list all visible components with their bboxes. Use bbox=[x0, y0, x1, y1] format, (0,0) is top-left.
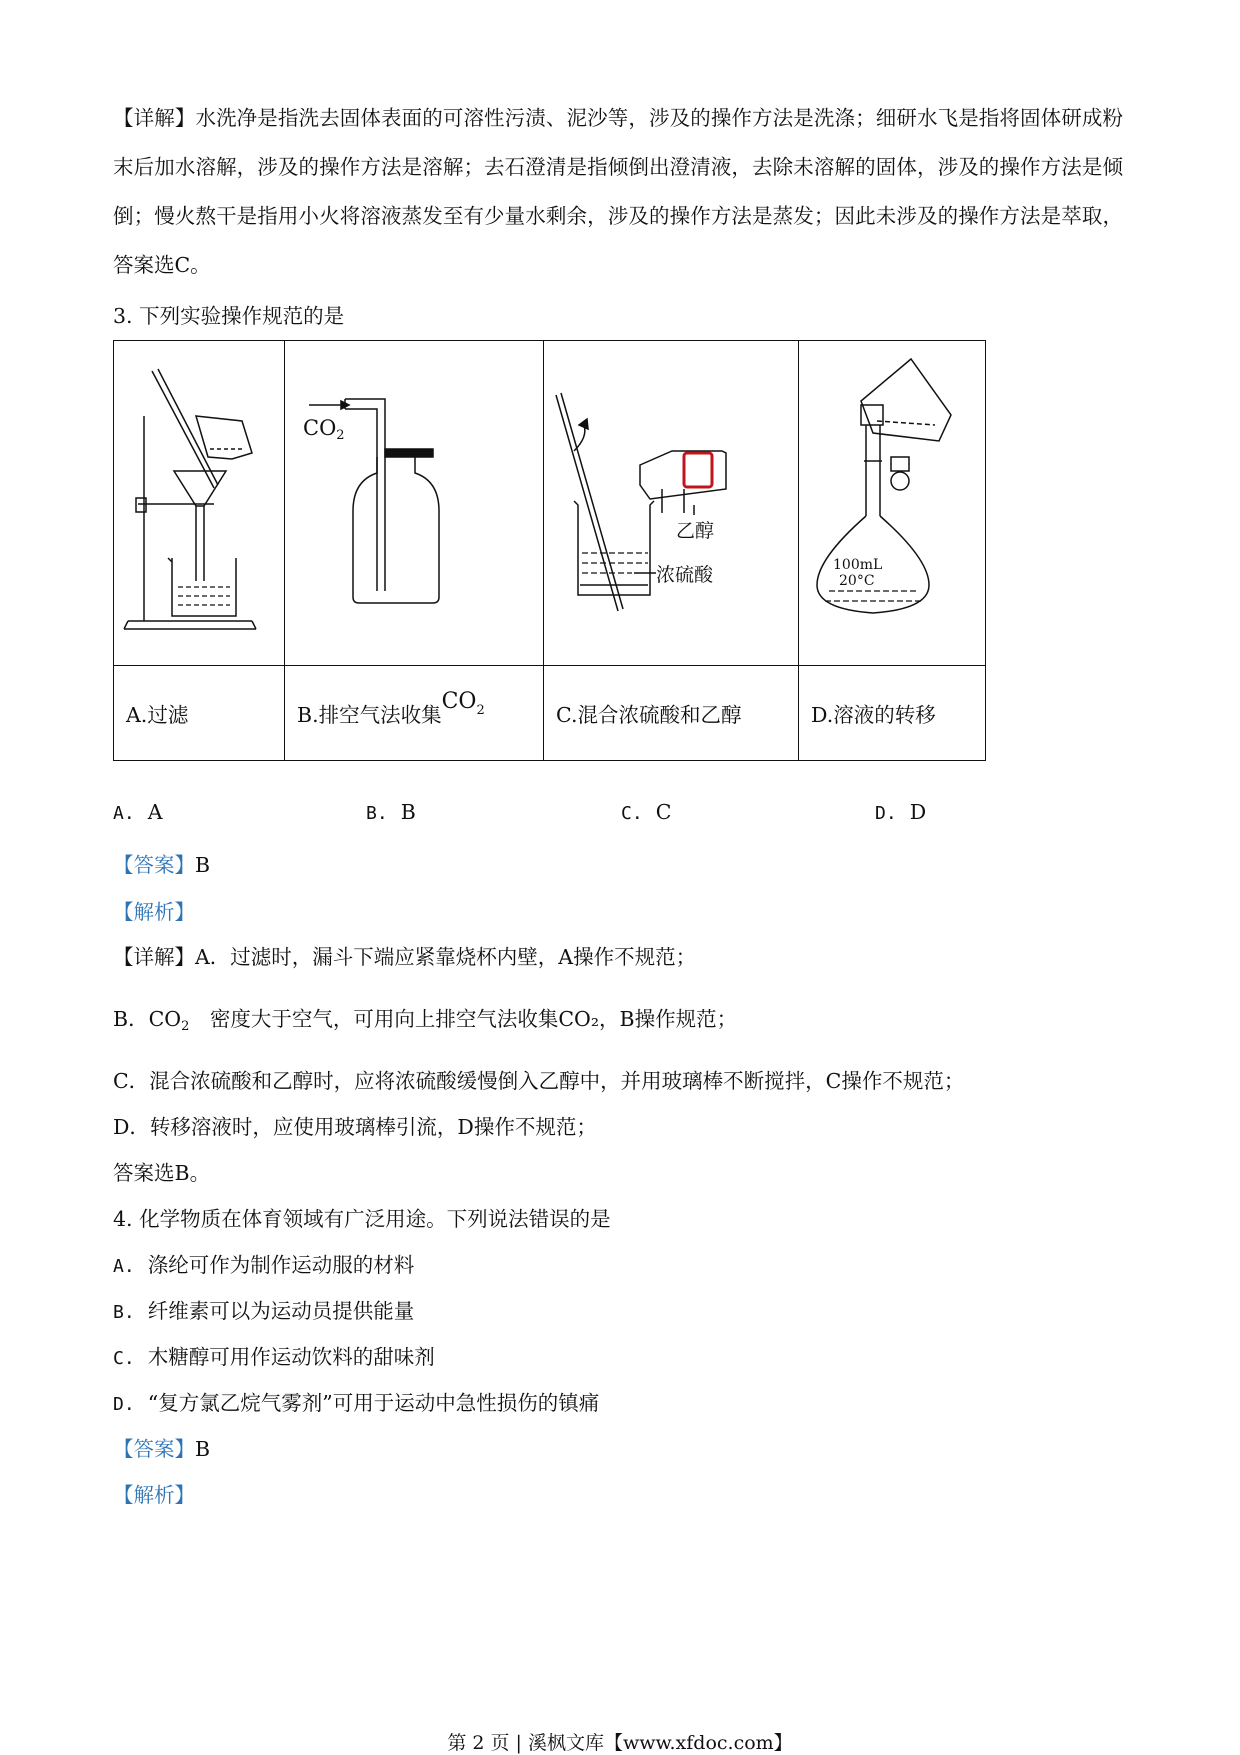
q3-detail-d: D．转移溶液时，应使用玻璃棒引流，D操作不规范； bbox=[113, 1115, 597, 1139]
q3-option-b: B. B bbox=[366, 800, 416, 824]
fig-b-co2-label: CO2 bbox=[303, 416, 345, 443]
figure-acid-ethanol-mixing bbox=[544, 341, 799, 666]
q3-experiment-table bbox=[113, 340, 986, 761]
figure-filtration bbox=[114, 341, 285, 666]
q3-detail-b: B．$CO_2$ 密度大于空气，可用向上排空气法收集CO₂，B操作规范； bbox=[113, 1007, 738, 1034]
q3-options bbox=[113, 800, 1113, 840]
q4-option-d: D. “复方氯乙烷气雾剂”可用于运动中急性损伤的镇痛 bbox=[113, 1391, 600, 1415]
q3-analysis-tag: 【解析】 bbox=[113, 900, 195, 924]
q3-answer: 【答案】B bbox=[113, 853, 211, 877]
caption-d: D.溶液的转移 bbox=[799, 666, 986, 761]
mixing-apparatus-figure bbox=[544, 341, 798, 661]
figure-solution-transfer bbox=[799, 341, 986, 666]
q3-detail-c: C．混合浓硫酸和乙醇时，应将浓硫酸缓慢倒入乙醇中，并用玻璃棒不断搅拌，C操作不规范； bbox=[113, 1069, 965, 1093]
caption-c: C.混合浓硫酸和乙醇 bbox=[544, 666, 799, 761]
caption-b: B.排空气法收集$CO^2$ bbox=[285, 666, 544, 761]
filtration-apparatus-figure bbox=[114, 341, 284, 661]
gas-collection-bottle-figure bbox=[285, 341, 543, 661]
q3-conclusion: 答案选B。 bbox=[113, 1161, 211, 1185]
caption-a: A.过滤 bbox=[114, 666, 285, 761]
fig-c-ethanol-label: 乙醇 bbox=[676, 520, 715, 542]
q3-stem: 3. 下列实验操作规范的是 bbox=[113, 304, 345, 328]
q3-option-a: A. A bbox=[113, 800, 163, 824]
q4-analysis-tag: 【解析】 bbox=[113, 1483, 195, 1507]
volumetric-flask-figure bbox=[799, 341, 985, 661]
figure-co2-collection bbox=[285, 341, 544, 666]
q4-option-a: A. 涤纶可作为制作运动服的材料 bbox=[113, 1253, 415, 1277]
q3-detail-a: 【详解】A．过滤时，漏斗下端应紧靠烧杯内壁，A操作不规范； bbox=[113, 945, 697, 969]
fig-d-temperature-label: 20°C bbox=[839, 573, 875, 589]
fig-c-sulfuric-acid-label: 浓硫酸 bbox=[656, 564, 714, 586]
q3-option-c: C. C bbox=[621, 800, 672, 824]
q2-detail-paragraph: 【详解】水洗净是指洗去固体表面的可溶性污渍、泥沙等，涉及的操作方法是洗涤；细研水飞是指将固体研成粉末后加水溶解，涉及的操作方法是溶解；去石澄清是指倾倒出澄清液，去除未溶解的固体，涉及的操作方法是倾倒；慢火熬干是指用小火将溶液蒸发至有少量水剩余，涉及的操作方法是蒸发；因此未涉及的操作方法是萃取，答案选C。 bbox=[113, 106, 1123, 277]
q4-option-c: C. 木糖醇可用作运动饮料的甜味剂 bbox=[113, 1345, 435, 1369]
q3-option-d: D. D bbox=[875, 800, 927, 824]
q4-option-b: B. 纤维素可以为运动员提供能量 bbox=[113, 1299, 415, 1323]
page-footer: 第 2 页 | 溪枫文库【www.xfdoc.com】 bbox=[447, 1732, 793, 1754]
q4-stem: 4. 化学物质在体育领域有广泛用途。下列说法错误的是 bbox=[113, 1207, 611, 1231]
q4-answer: 【答案】B bbox=[113, 1437, 211, 1461]
fig-d-volume-label: 100mL bbox=[833, 557, 883, 573]
